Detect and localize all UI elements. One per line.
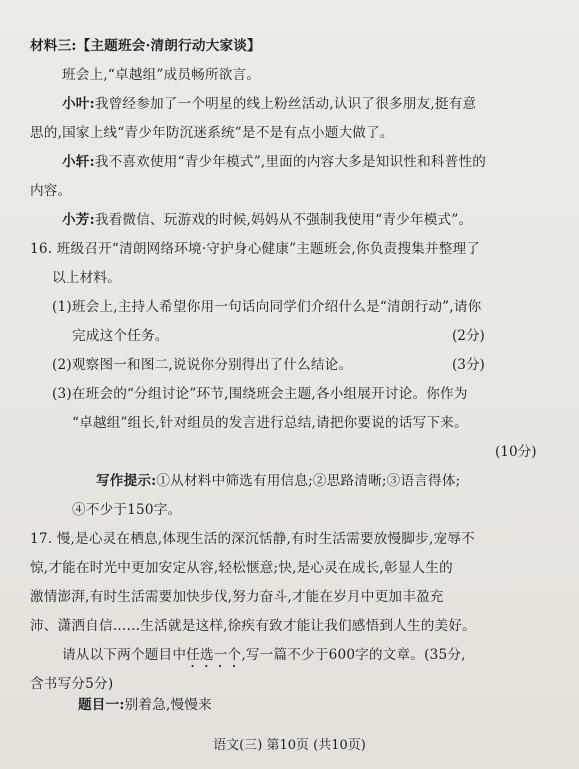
q16-sub1-score: (2分) (452, 328, 485, 344)
q17-title1-label: 题目一: (78, 697, 125, 713)
material3-heading: 材料三:【主题班会·清朗行动大家谈】 (30, 38, 261, 54)
q16-sub3-line1: (3)在班会的“分组讨论”环节,围绕班会主题,各小组展开讨论。你作为 (52, 386, 468, 402)
q17-line2: 惊,才能在时光中更加安定从容,轻松惬意;快,是心灵在成长,彰显人生的 (30, 560, 453, 576)
speaker2-text1: 我不喜欢使用“青少年模式”,里面的内容大多是知识性和科普性的 (94, 154, 487, 170)
q17-line4: 沛、潇洒自信……生活就是这样,徐疾有致才能让我们感悟到人生的美好。 (30, 618, 476, 634)
material3-intro: 班会上,“卓越组”成员畅所欲言。 (62, 67, 261, 83)
q16-sub1-line1: (1)班会上,主持人希望你用一句话向同学们介绍什么是“清朗行动”,请你 (52, 299, 482, 315)
q16-sub3-line2: “卓越组”组长,针对组员的发言进行总结,请把你要说的话写下来。 (72, 415, 468, 431)
q16-line1: 16. 班级召开“清朗网络环境·守护身心健康”主题班会,你负责搜集并整理了 (30, 241, 481, 257)
q17-title1 (78, 696, 212, 714)
q16-sub3-score: (10分) (495, 444, 537, 460)
speaker1-name: 小叶: (62, 96, 95, 112)
q17-task-emphasis: 任选一个 (186, 647, 242, 663)
speaker2-name: 小轩: (62, 154, 95, 170)
q17-line1: 17. 慢,是心灵在栖息,体现生活的深沉恬静,有时生活需要放慢脚步,宠辱不 (30, 531, 475, 547)
q16-tip-text1: ①从材料中筛选有用信息;②思路清晰;③语言得体; (156, 473, 461, 489)
q16-tip-label: 写作提示: (96, 473, 157, 489)
page-footer: 语文(三) 第10页 (共10页) (213, 738, 366, 753)
q17-task-line2: 含书写分5分) (30, 676, 114, 692)
speaker1-text1: 我曾经参加了一个明星的线上粉丝活动,认识了很多朋友,挺有意 (94, 96, 477, 112)
q16-tip-line2: ④不少于150字。 (72, 502, 182, 518)
q17-title1-text: 别着急,慢慢来 (124, 697, 212, 713)
q17-task-pre: 请从以下两个题目中 (62, 647, 187, 663)
q16-line2: 以上材料。 (52, 270, 121, 286)
speaker3-name: 小芳: (62, 212, 95, 228)
speaker2-line2: 内容。 (30, 183, 72, 199)
q17-line3: 激情澎湃,有时生活需要加快步伐,努力奋斗,才能在岁月中更加丰盈充 (30, 589, 444, 605)
q16-sub2-score: (3分) (452, 357, 485, 373)
q17-task-post: ,写一篇不少于600字的文章。(35分, (241, 647, 466, 663)
q16-sub1-line2: 完成这个任务。 (72, 328, 169, 344)
speaker1-line2: 思的,国家上线“青少年防沉迷系统”是不是有点小题大做了。 (30, 125, 394, 141)
q16-sub2: (2)观察图一和图二,说说你分别得出了什么结论。 (52, 357, 353, 373)
speaker3-text1: 我看微信、玩游戏的时候,妈妈从不强制我使用“青少年模式”。 (94, 212, 473, 228)
